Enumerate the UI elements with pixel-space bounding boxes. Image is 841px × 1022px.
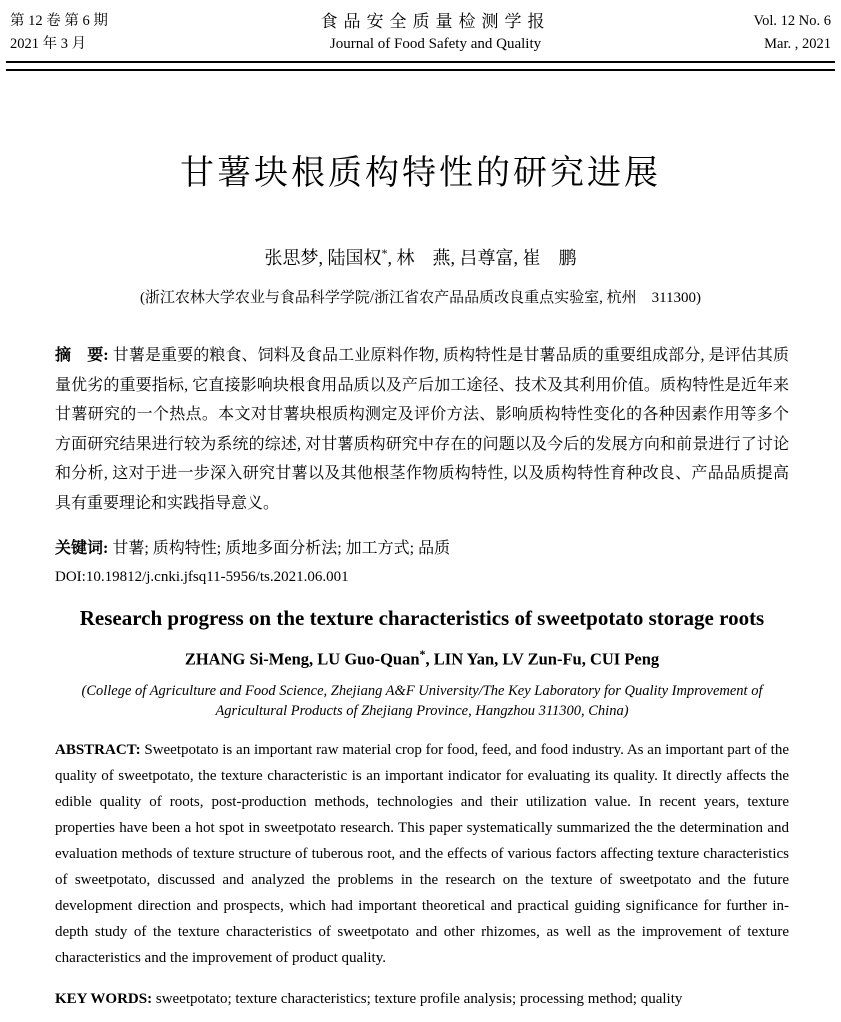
volume-issue-en: Vol. 12 No. 6	[753, 13, 831, 29]
corresponding-author-asterisk-en: *	[419, 646, 426, 661]
affiliation-en-line2: Agricultural Products of Zhejiang Province, Hangzhou 311300, China)	[215, 703, 629, 719]
keywords-label-en: KEY WORDS:	[55, 991, 153, 1007]
authors-cn	[0, 244, 841, 270]
date-en: Mar. , 2021	[764, 36, 831, 52]
journal-header	[0, 8, 841, 56]
corresponding-author-asterisk-cn: *	[381, 246, 388, 260]
article-title-en: Research progress on the texture characteristics of sweetpotato storage roots	[79, 605, 765, 630]
header-issue-block	[10, 10, 160, 56]
affiliation-en	[55, 681, 789, 721]
header-divider	[6, 61, 835, 71]
journal-title-cn: 食品安全质量检测学报	[320, 12, 551, 31]
keywords-text-en: sweetpotato; texture characteristics; texture profile analysis; processing method; quality	[152, 991, 683, 1007]
abstract-label-en: ABSTRACT:	[55, 742, 141, 758]
article-body	[0, 341, 841, 1012]
abstract-text-cn: 甘薯是重要的粮食、饲料及食品工业原料作物, 质构特性是甘薯品质的重要组成部分, 是评估其质量优劣的重要指标, 它直接影响块根食用品质以及产后加工途径、技术及其利用价值。质构特性是近年来甘薯研究的一个热点。本文对甘薯块根质构测定及评价方法、影响质构特性变化的各种因素作用等多个方面研究结果进行较为系统的综述, 对甘薯质构研究中存在的问题以及今后的发展方向和前景进行了讨论和分析, 这对于进一步深入研究甘薯以及其他根茎作物质构特性, 以及质构特性育种改良、产品品质提高具有重要理论和实践指导意义。	[55, 347, 789, 512]
journal-title-block	[160, 10, 711, 56]
keywords-cn	[55, 534, 789, 564]
doi: DOI:10.19812/j.cnki.jfsq11-5956/ts.2021.06.001	[55, 568, 349, 585]
article-title-cn: 甘薯块根质构特性的研究进展	[180, 155, 661, 192]
authors-cn-part2: , 林 燕, 吕尊富, 崔 鹏	[387, 248, 577, 268]
abstract-text-en: Sweetpotato is an important raw material crop for food, feed, and food industry. As an important part of the quality of sweetpotato, the texture characteristic is an important indicator for evaluating its quality. It directly affects the edible quality of roots, post-production methods, technologies and their utilization value. In recent years, texture properties have been a hot spot in sweetpotato research. This paper systematically summarized the the determination and evaluation methods of texture structure of tuberous root, and the effects of various factors affecting texture characteristics of sweetpotato, discussed and analyzed the problems in the research on the texture of sweetpotato and the future development direction and prospects, which had important theoretical and practical guiding significance for further in-depth study of the texture characteristics of sweetpotato and other rhizomes, as well as the improvement of texture characteristics and the improvement of product quality.	[55, 742, 789, 966]
authors-en	[55, 647, 789, 670]
authors-en-part2: , LIN Yan, LV Zun-Fu, CUI Peng	[425, 649, 660, 668]
affiliation-en-line1: (College of Agriculture and Food Science, Zhejiang A&F University/The Key Laboratory for Quality Improvement of	[81, 683, 763, 699]
abstract-en	[55, 737, 789, 971]
keywords-label-cn: 关键词:	[55, 540, 109, 557]
authors-cn-part1: 张思梦, 陆国权	[264, 248, 382, 268]
abstract-label-cn: 摘 要:	[55, 347, 109, 364]
keywords-en	[55, 986, 789, 1012]
keywords-text-cn: 甘薯; 质构特性; 质地多面分析法; 加工方式; 品质	[108, 540, 451, 557]
header-volume-block	[711, 10, 831, 56]
journal-title-en: Journal of Food Safety and Quality	[329, 36, 542, 52]
volume-issue-cn: 第 12 卷 第 6 期	[10, 13, 108, 29]
affiliation-cn: (浙江农林大学农业与食品科学学院/浙江省农产品品质改良重点实验室, 杭州 311300)	[139, 290, 702, 306]
authors-en-part1: ZHANG Si-Meng, LU Guo-Quan	[184, 649, 420, 668]
abstract-cn	[55, 341, 789, 518]
date-cn: 2021 年 3 月	[10, 36, 87, 52]
